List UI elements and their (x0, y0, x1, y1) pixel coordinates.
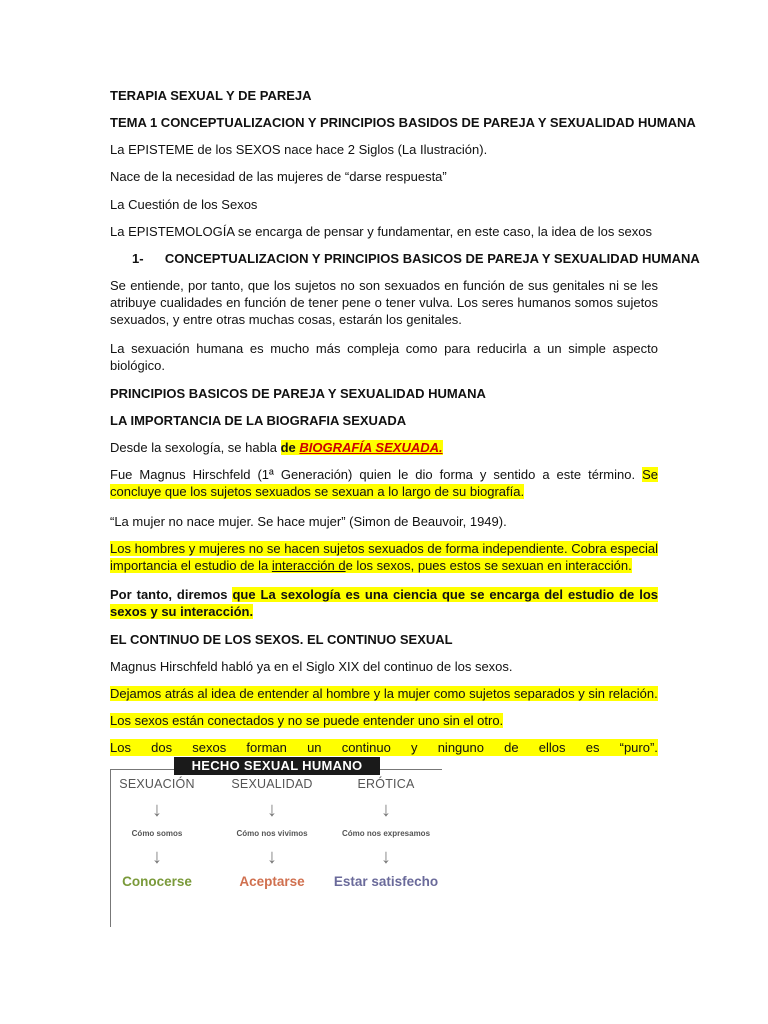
paragraph-interaccion (110, 540, 658, 574)
diagram-column-sexualidad (217, 777, 327, 889)
paragraph-conectados (110, 712, 658, 729)
highlight-text: Los sexos están conectados y no se puede entender uno sin el otro. (110, 713, 504, 728)
diagram-column-erotica (327, 777, 445, 889)
down-arrow-icon: ↓ (267, 799, 277, 821)
section-heading-continuo: EL CONTINUO DE LOS SEXOS. EL CONTINUO SEXUAL (110, 632, 453, 647)
paragraph-sexologia (110, 586, 658, 620)
paragraph-biografia (110, 439, 658, 456)
justified-word: forman (246, 740, 287, 755)
justified-word: es (585, 740, 600, 755)
column-result: Aceptarse (239, 874, 305, 889)
column-heading: ERÓTICA (357, 777, 415, 791)
justified-word: un (307, 740, 322, 755)
highlight-text: que La sexología es una ciencia que se encarga del estudio de los sexos y su interacción. (110, 587, 659, 619)
paragraph-necesidad: Nace de la necesidad de las mujeres de “darse respuesta” (110, 169, 447, 184)
column-middle: Cómo nos vivimos (236, 829, 308, 838)
justified-word: Los (110, 740, 131, 755)
column-result: Estar satisfecho (333, 874, 439, 889)
column-result: Conocerse (122, 874, 192, 889)
paragraph-hirschfeld (110, 466, 658, 500)
section-heading-biografia: LA IMPORTANCIA DE LA BIOGRAFIA SEXUADA (110, 413, 407, 428)
text-run: Por tanto, diremos (110, 587, 233, 602)
paragraph-cuestion: La Cuestión de los Sexos (110, 197, 258, 212)
paragraph-sexuacion: La sexuación humana es mucho más compleja como para reducirla a un simple aspecto biológico. (110, 341, 658, 373)
highlight-text: e los sexos, pues estos se sexuan en interacción. (345, 558, 632, 573)
justified-word: continuo (341, 740, 391, 755)
paragraph-continuo-justified (110, 739, 658, 756)
highlight-text: Dejamos atrás al idea de entender al hombre y la mujer como sujetos separados y sin relación. (110, 686, 658, 701)
list-number: 1- (132, 251, 144, 266)
justified-word: “puro”. (619, 740, 658, 755)
column-middle: Cómo nos expresamos (341, 829, 431, 838)
paragraph-epistemologia: La EPISTEMOLOGÍA se encarga de pensar y fundamentar, en este caso, la idea de los sexos (110, 224, 652, 239)
text-run: Desde la sexología, se habla (110, 440, 281, 455)
justified-word: sexos (192, 740, 227, 755)
paragraph-siglo: Magnus Hirschfeld habló ya en el Siglo XIX del continuo de los sexos. (110, 659, 513, 674)
column-middle: Cómo somos (131, 829, 183, 838)
down-arrow-icon: ↓ (381, 846, 391, 868)
justified-word: y (411, 740, 418, 755)
list-heading-text: CONCEPTUALIZACION Y PRINCIPIOS BASICOS DE PAREJA Y SEXUALIDAD HUMANA (164, 251, 700, 266)
numbered-heading (132, 250, 700, 267)
down-arrow-icon: ↓ (152, 846, 162, 868)
highlight-text: Se concluye que los sujetos sexuados se sexuan a lo largo de su biografía. (110, 467, 658, 499)
down-arrow-icon: ↓ (152, 799, 162, 821)
down-arrow-icon: ↓ (381, 799, 391, 821)
justified-word: ninguno (437, 740, 484, 755)
tema-heading: TEMA 1 CONCEPTUALIZACION Y PRINCIPIOS BASIDOS DE PAREJA Y SEXUALIDAD HUMANA (110, 115, 696, 130)
highlight-text: de (280, 440, 300, 455)
paragraph-dejamos (110, 685, 658, 702)
hecho-sexual-diagram (110, 757, 442, 927)
highlight-text: Los hombres y mujeres no se hacen sujetos sexuados de forma independiente. Cobra especial importancia el estudio de la (110, 541, 658, 573)
justified-word: ellos (538, 740, 566, 755)
paragraph-sujetos: Se entiende, por tanto, que los sujetos no son sexuados en función de sus genitales ni se les atribuye cualidades en función de tener pene o tener vulva. Los seres humanos somos sujetos sexuados, y entre otras muchas cosas, estarán los genitales. (110, 278, 658, 327)
down-arrow-icon: ↓ (267, 846, 277, 868)
paragraph-quote: “La mujer no nace mujer. Se hace mujer” (Simon de Beauvoir, 1949). (110, 514, 507, 529)
section-heading-principios: PRINCIPIOS BASICOS DE PAREJA Y SEXUALIDAD HUMANA (110, 386, 486, 401)
diagram-column-sexuacion (102, 777, 212, 889)
highlight-emphasis: BIOGRAFÍA SEXUADA. (299, 440, 443, 455)
doc-title: TERAPIA SEXUAL Y DE PAREJA (110, 88, 312, 103)
column-heading: SEXUACIÓN (119, 777, 195, 791)
diagram-banner: HECHO SEXUAL HUMANO (174, 757, 380, 775)
column-heading: SEXUALIDAD (231, 777, 313, 791)
text-run: Fue Magnus Hirschfeld (1ª Generación) quien le dio forma y sentido a este término. (110, 467, 643, 482)
justified-word: de (504, 740, 519, 755)
paragraph-episteme: La EPISTEME de los SEXOS nace hace 2 Siglos (La Ilustración). (110, 142, 488, 157)
highlight-underline: interacción d (271, 558, 346, 573)
justified-word: dos (151, 740, 173, 755)
